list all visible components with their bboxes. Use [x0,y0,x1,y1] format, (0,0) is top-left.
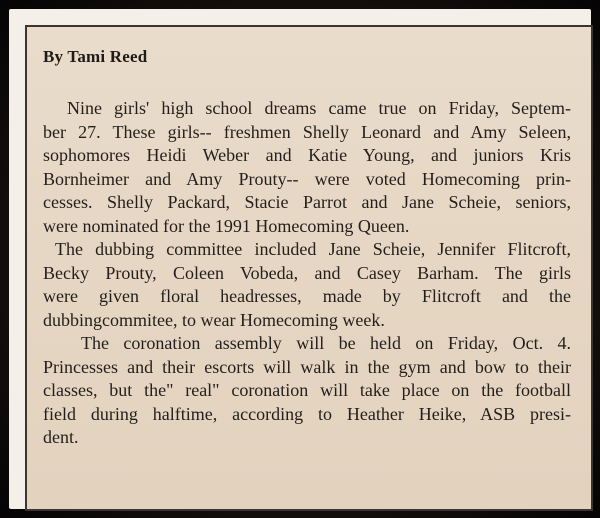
text-line: The dubbing committee included Jane Scheie, Jennifer Flitcroft, [55,239,571,259]
text-line: were given floral headresses, made by Flitcroft and the [43,286,571,306]
text-line: Princesses and their escorts will walk in the gym and bow to their [43,356,571,377]
text-line: dent. [43,427,79,447]
text-line: Becky Prouty, Coleen Vobeda, and Casey Barham. The girls [43,262,571,283]
article-body [43,97,571,450]
text-line: Bornheimer and Amy Prouty-- were voted Homecoming prin- [43,168,571,189]
paragraph-3 [43,332,571,450]
text-line: were nominated for the 1991 Homecoming Queen. [43,215,410,236]
paragraph-2 [43,238,571,332]
newspaper-clipping [25,25,593,511]
text-line: dubbingcommitee, to wear Homecoming week. [43,309,385,330]
text-line: The coronation assembly will be held on Friday, Oct. 4. [81,333,571,353]
paragraph-1 [43,97,571,238]
text-line: ber 27. These girls-- freshmen Shelly Leonard and Amy Seleen, [43,121,571,142]
text-line: sophomores Heidi Weber and Katie Young, and juniors Kris [43,145,571,165]
text-line: field during halftime, according to Heather Heike, ASB presi- [43,403,571,424]
text-line: cesses. Shelly Packard, Stacie Parrot and Jane Scheie, seniors, [43,192,571,212]
text-line: Nine girls' high school dreams came true on Friday, Septem- [67,98,571,118]
white-mat-border [9,9,591,509]
text-line: classes, but the" real" coronation will take place on the football [43,380,571,400]
byline: By Tami Reed [43,47,148,66]
